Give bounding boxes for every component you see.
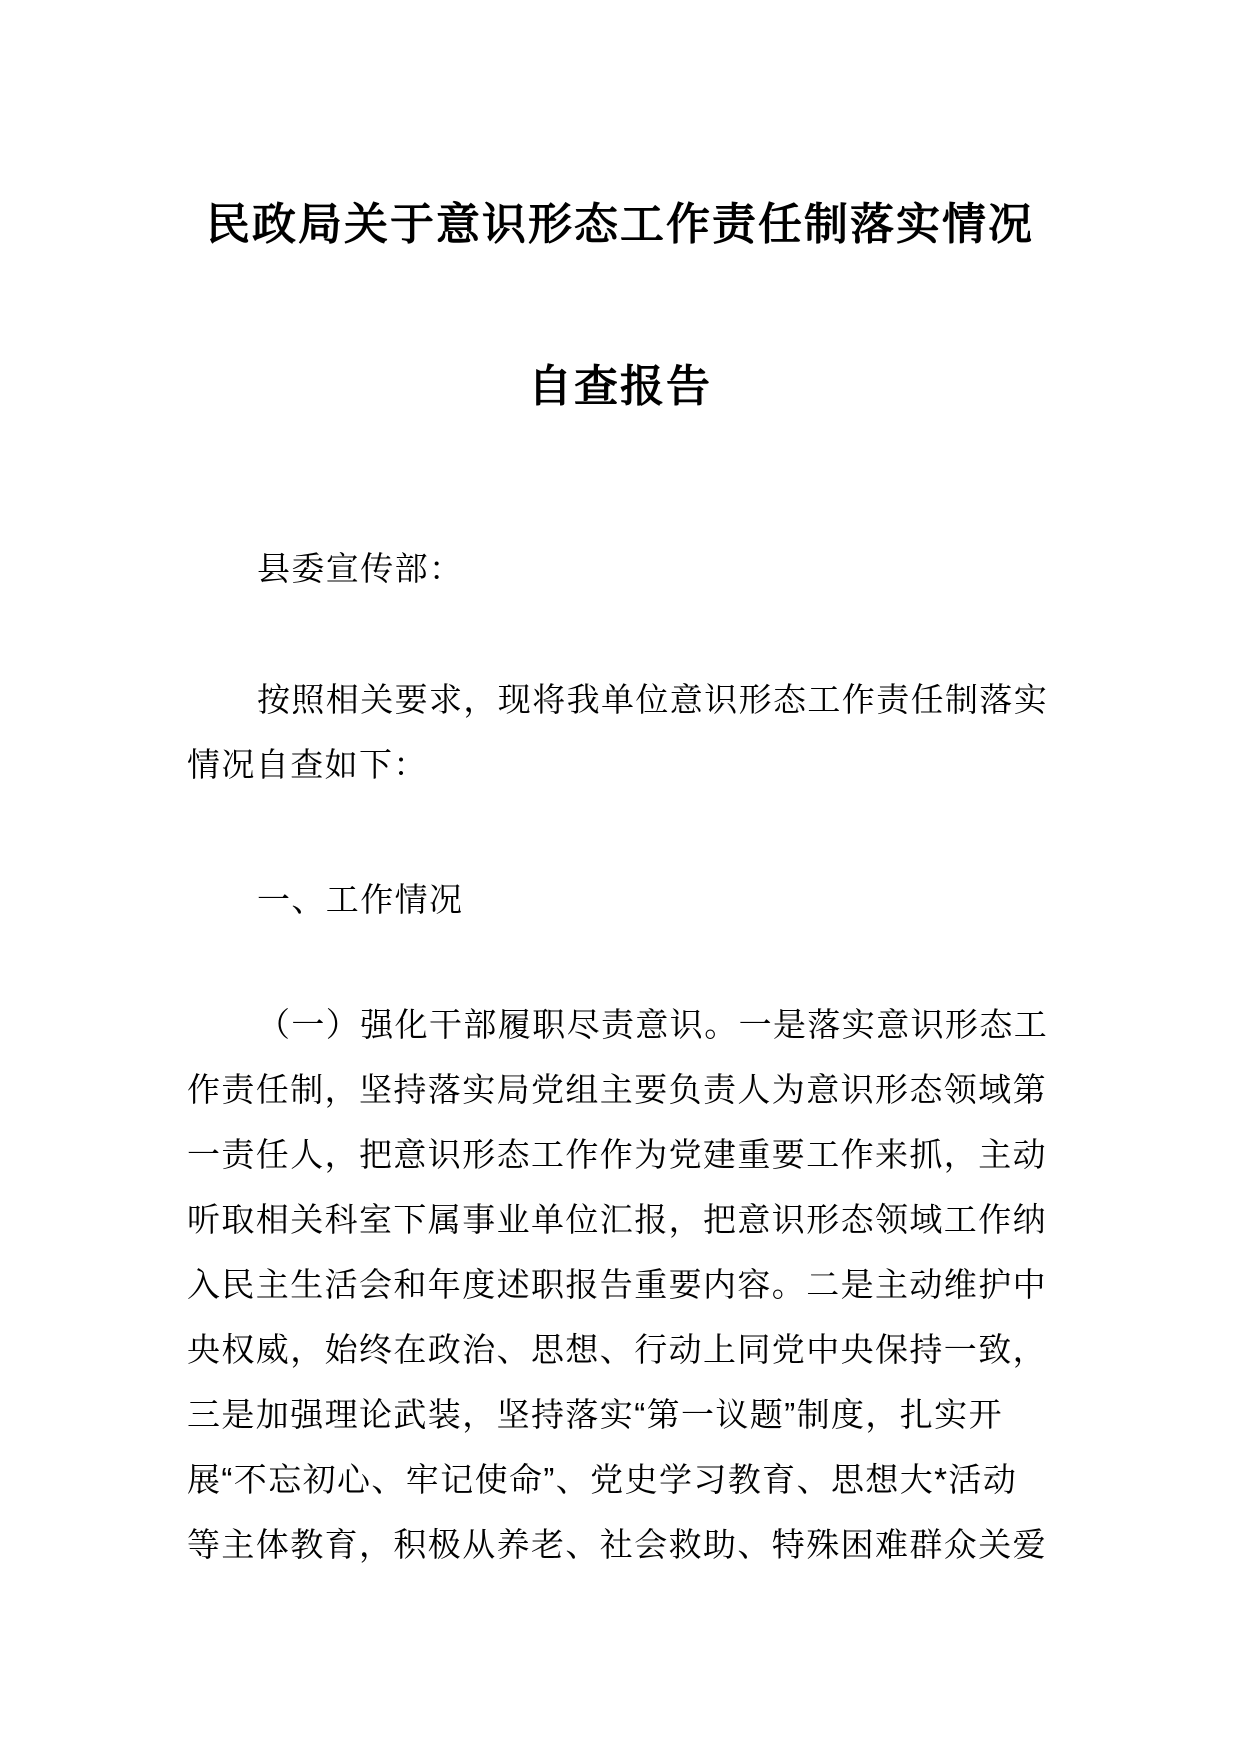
body-line: 入民主生活会和年度述职报告重要内容。二是主动维护中 [187,1266,1047,1303]
body-line: 一责任人，把意识形态工作作为党建重要工作来抓，主动 [187,1136,1047,1173]
body-line: 等主体教育，积极从养老、社会救助、特殊困难群众关爱 [187,1526,1047,1563]
body-line: 三是加强理论武装，坚持落实“第一议题”制度，扎实开 [187,1396,1003,1433]
salutation [187,536,1047,601]
intro-paragraph [187,667,1047,797]
section-heading [187,867,1047,932]
body-line: 情况自查如下： [187,746,428,783]
body-line: 展“不忘初心、牢记使命”、党史学习教育、思想大*活动 [187,1461,1018,1498]
section-paragraph [187,992,1047,1577]
body-line: 央权威，始终在政治、思想、行动上同党中央保持一致， [187,1331,1047,1368]
body-line: 按照相关要求，现将我单位意识形态工作责任制落实 [257,681,1049,718]
document-title-line-1: 民政局关于意识形态工作责任制落实情况 [206,200,1034,249]
body-line: 听取相关科室下属事业单位汇报，把意识形态领域工作纳 [187,1201,1047,1238]
body-line: 作责任制，坚持落实局党组主要负责人为意识形态领域第 [187,1071,1047,1108]
section-heading-line: 一、工作情况 [257,881,464,918]
document-title-line-2: 自查报告 [528,362,712,411]
salutation-line: 县委宣传部： [257,550,464,587]
body-line: （一）强化干部履职尽责意识。一是落实意识形态工 [257,1006,1049,1043]
